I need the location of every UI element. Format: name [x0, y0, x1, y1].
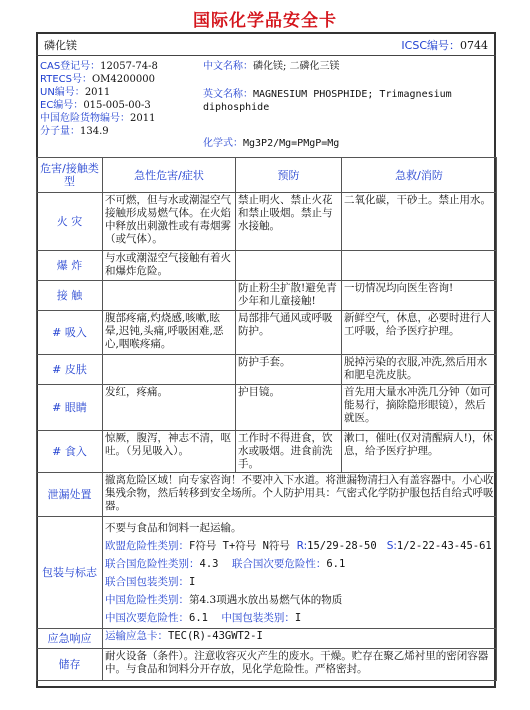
table-row: 爆 炸 与水或潮湿空气接触有着火和爆炸危险。 [37, 251, 497, 281]
rtecs-line: RTECS号：OM4200000 [40, 74, 155, 85]
un-classification: 联合国危险性类别：4.3 联合国次要危险性：6.1 [105, 558, 346, 570]
table-header-row [37, 158, 497, 193]
eu-classification: 欧盟危险性类别：F符号 T+符号 N符号 R:15/29-28-50 S:1/2-22-43-45-61 [105, 540, 492, 552]
table-row: 火 灾 不可燃，但与水或潮湿空气接触形成易燃气体。在火焰中释放出刺激性或有毒烟雾（或气体）。 禁止明火、禁止火花和禁止吸烟。禁止与水接触。 二氧化碳，干砂土。禁止用水。 [37, 193, 497, 251]
identifier-block [40, 60, 158, 138]
table-row: # 吸入 腹部疼痛,灼烧感,咳嗽,眩晕,迟钝,头痛,呼吸困难,恶心,咽喉疼痛。 局部排气通风或呼吸防护。 新鲜空气，休息，必要时进行人工呼吸，给予医疗护理。 [37, 311, 497, 355]
chemical-name: 磷化镁 [44, 39, 77, 52]
col-aid: 急救/消防 [342, 158, 497, 193]
cn-dg-line: 中国危险货物编号：2011 [40, 113, 156, 124]
en-name-block: 英文名称：MAGNESIUM PHOSPHIDE; Trimagnesium diphosphide [203, 89, 452, 113]
cn-subsidiary: 中国次要危险性：6.1 中国包装类别：I [105, 612, 302, 624]
un-line: UN编号：2011 [40, 87, 111, 98]
mw-line: 分子量：134.9 [40, 126, 109, 137]
ec-line: EC编号：015-005-00-3 [40, 100, 151, 111]
package-row: 包装与标志 不要与食品和饲料一起运输。 欧盟危险性类别：F符号 T+符号 N符号 R:15/29-28-50 S:1/2-22-43-45-61 联合国危险性类别：4.3 联合国次要危险性：6.1 联合国包装类别：I 中国危险性类别：第4.3项遇水放出易燃气体的物质 中国次要危险性：6.1 中国包装类别：I [37, 517, 497, 629]
cas-line: CAS登记号：12057-74-8 [40, 61, 158, 72]
cn-classification: 中国危险性类别：第4.3项遇水放出易燃气体的物质 [105, 594, 343, 606]
col-hazard: 急性危害/症状 [103, 158, 236, 193]
card-title: 国际化学品安全卡 [193, 11, 337, 31]
table-row: # 眼睛 发红，疼痛。 护目镜。 首先用大量水冲洗几分钟（如可能易行，摘除隐形眼镜），然后就医。 [37, 385, 497, 431]
spill-row: 泄漏处置 撤离危险区域！向专家咨询！不要冲入下水道。将泄漏物清扫入有盖容器中。小心收集残余物，然后转移到安全场所。个人防护用具：气密式化学防护服包括自给式呼吸器。 [37, 473, 497, 517]
table-row: # 皮肤 防护手套。 脱掉污染的衣服,冲洗,然后用水和肥皂洗皮肤。 [37, 355, 497, 385]
table-row: 接 触 防止粉尘扩散!避免青少年和儿童接触! 一切情况均向医生咨询! [37, 281, 497, 311]
storage-row: 储存 耐火设备（条件）。注意收容灭火产生的废水。干燥。贮存在聚乙烯衬里的密闭容器中。与食品和饲料分开存放，见化学危险性。严格密封。 [37, 649, 497, 681]
col-prevent: 预防 [236, 158, 342, 193]
cn-name-line: 中文名称：磷化镁; 二磷化三镁 [203, 61, 340, 72]
icsc-number: ICSC编号：0744 [401, 39, 488, 52]
table-row: # 食入 惊厥，腹泻，神志不清，呕吐。（另见吸入）。 工作时不得进食，饮水或吸烟。进食前洗手。 漱口，催吐(仅对清醒病人!)，休息，给予医疗护理。 [37, 431, 497, 473]
card-header [36, 32, 496, 56]
hazard-table [36, 157, 497, 681]
col-type: 危害/接触类型 [37, 158, 103, 193]
un-package: 联合国包装类别：I [105, 576, 196, 588]
emergency-row: 应急响应 运输应急卡：TEC(R)-43GWT2-I [37, 629, 497, 649]
formula-line: 化学式：Mg3P2/Mg=PMgP=Mg [203, 138, 340, 149]
